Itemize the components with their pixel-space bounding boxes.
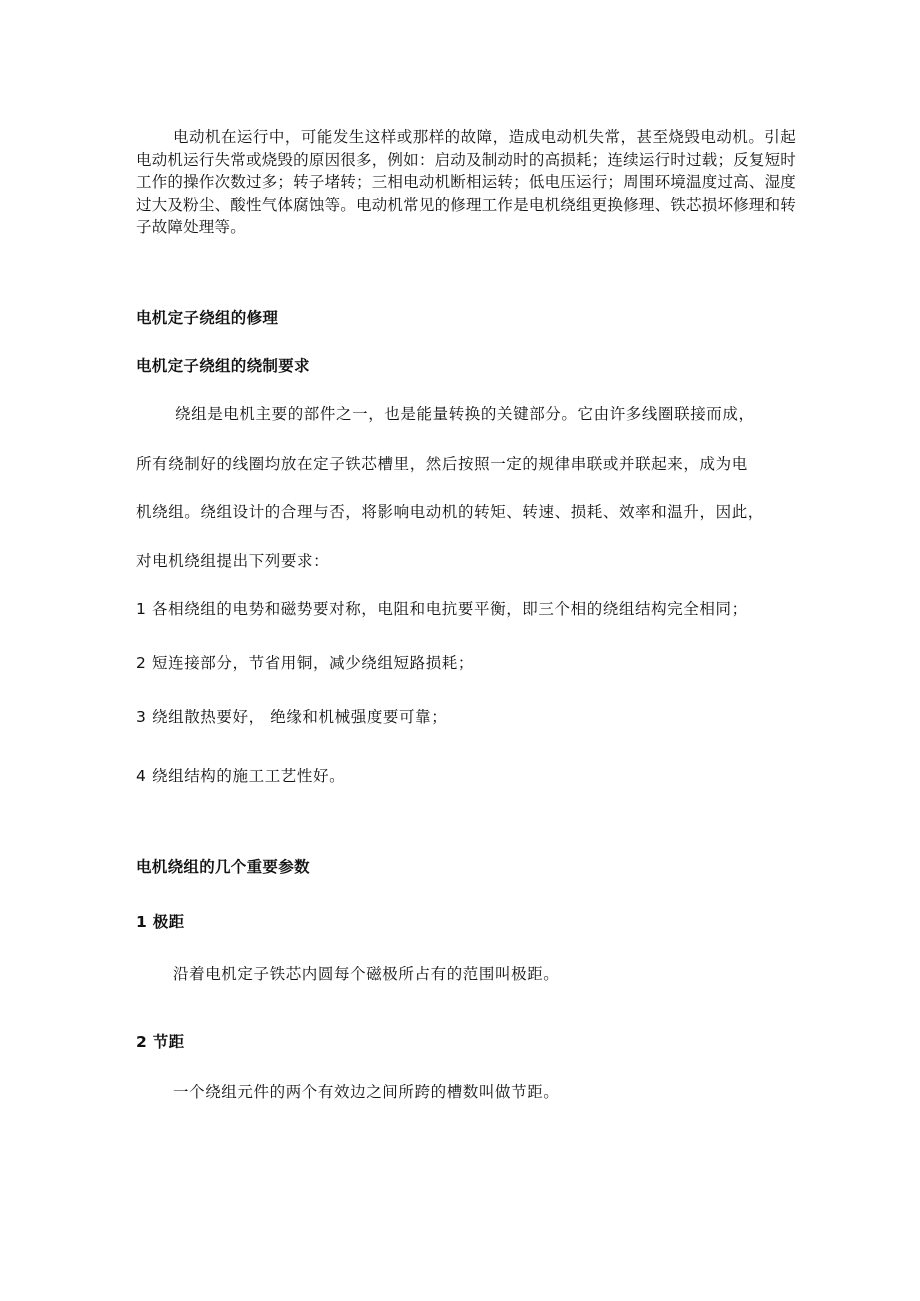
requirement-item: 4 绕组结构的施工工艺性好。 xyxy=(136,767,346,785)
parameter-title-coil-pitch: 2 节距 xyxy=(136,1033,185,1051)
section-heading-winding-parameters: 电机绕组的几个重要参数 xyxy=(136,858,310,876)
parameter-title-pole-pitch: 1 极距 xyxy=(136,913,185,931)
intro-paragraph: 电动机在运行中，可能发生这样或那样的故障，造成电动机失常，甚至烧毁电动机。引起电动机运行失常或烧毁的原因很多，例如：启动及制动时的高损耗；连续运行时过载；反复短时工作的操作次数过多；转子堵转；三相电动机断相运转；低电压运行；周围环境温度过高、湿度过大及粉尘、酸性气体腐蚀等。电动机常见的修理工作是电机绕组更换修理、铁芯损坏修理和转子故障处理等。 xyxy=(136,128,796,236)
parameter-definition: 沿着电机定子铁芯内圆每个磁极所占有的范围叫极距。 xyxy=(173,965,560,983)
paragraph-line: 绕组是电机主要的部件之一，也是能量转换的关键部分。它由许多线圈联接而成， xyxy=(175,405,755,423)
paragraph-line: 所有绕制好的线圈均放在定子铁芯槽里，然后按照一定的规律串联或并联起来，成为电 xyxy=(136,455,748,473)
section-heading-stator-repair: 电机定子绕组的修理 xyxy=(136,309,279,327)
parameter-definition: 一个绕组元件的两个有效边之间所跨的槽数叫做节距。 xyxy=(173,1083,560,1101)
paragraph-line: 对电机绕组提出下列要求： xyxy=(136,552,330,570)
requirement-item: 2 短连接部分，节省用铜，减少绕组短路损耗； xyxy=(136,654,474,672)
requirement-item: 3 绕组散热要好， 绝缘和机械强度要可靠； xyxy=(136,708,448,726)
paragraph-line: 机绕组。绕组设计的合理与否，将影响电动机的转矩、转速、损耗、效率和温升，因此， xyxy=(136,503,764,521)
requirement-item: 1 各相绕组的电势和磁势要对称，电阻和电抗要平衡，即三个相的绕组结构完全相同； xyxy=(136,600,748,618)
subheading-winding-requirements: 电机定子绕组的绕制要求 xyxy=(136,357,310,375)
